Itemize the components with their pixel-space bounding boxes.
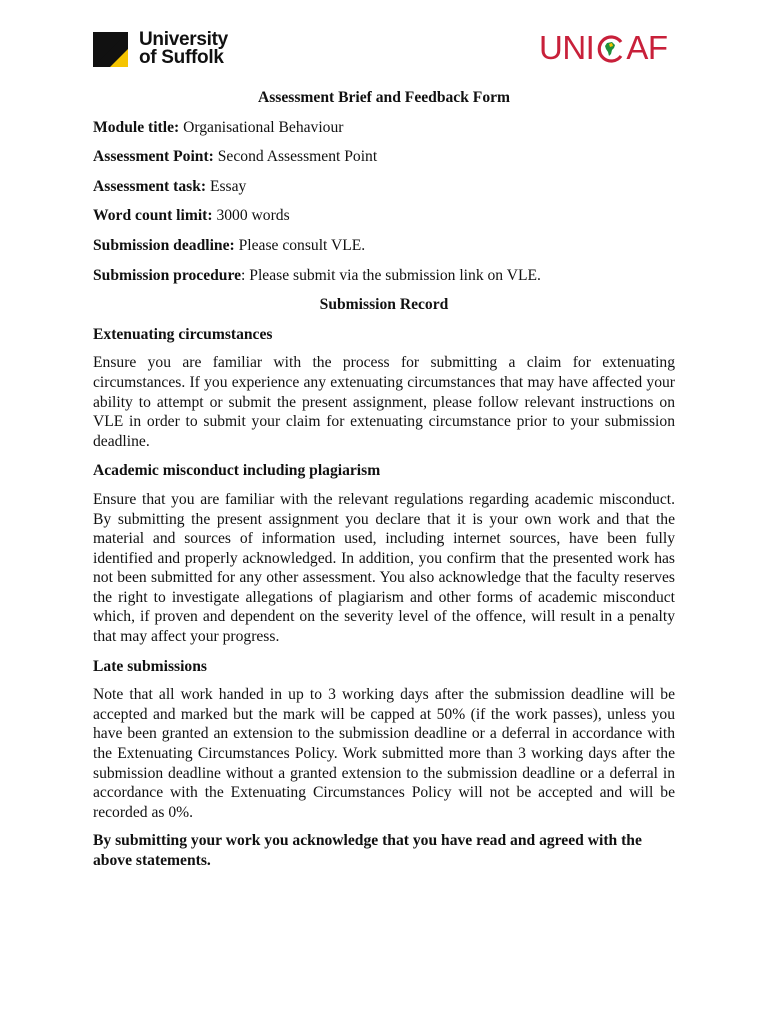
unicaf-logo [539, 28, 668, 68]
section-body-extenuating: Ensure you are familiar with the process for submitting a claim for extenuating circumstances. If you experience any extenuating circumstances that may have affected your ability to attempt or submit the present assignment, please follow relevant instructions on VLE in order to submit your claim for extenuating circumstance prior to your submission deadline. [93, 354, 675, 450]
field-label: Word count limit: [93, 207, 213, 225]
unicaf-logo-prefix: UNI [539, 29, 595, 66]
field-assessment-point [93, 147, 675, 167]
acknowledgement-statement: By submitting your work you acknowledge that you have read and agreed with the above statements. [93, 832, 642, 869]
section-body-misconduct: Ensure that you are familiar with the relevant regulations regarding academic misconduct. By submitting the present assignment you declare that it is your own work and that the material and sources of information used, including internet sources, have been fully identified and properly acknowledged. In addition, you confirm that the presented work has not been submitted for any other assessment. You also acknowledge that the faculty reserves the right to investigate allegations of plagiarism and other forms of academic misconduct which, if proven and dependent on the severity level of the offence, will result in a penalty that may affect your progress. [93, 490, 675, 646]
field-value: Organisational Behaviour [179, 118, 344, 136]
field-value: Essay [206, 177, 247, 195]
section-heading-late-submissions: Late submissions [93, 657, 207, 675]
field-label: Submission deadline: [93, 236, 235, 254]
section-heading-extenuating: Extenuating circumstances [93, 325, 273, 343]
university-of-suffolk-logo [93, 31, 228, 67]
submission-record-heading: Submission Record [319, 296, 449, 314]
field-label: Module title: [93, 118, 180, 136]
unicaf-logo-suffix: AF [626, 29, 668, 66]
field-value: : Please submit via the submission link on VLE. [241, 266, 541, 284]
suffolk-logo-mark-icon [93, 32, 128, 67]
field-submission-procedure [93, 266, 675, 286]
field-assessment-task [93, 177, 675, 197]
section-body-late-submissions: Note that all work handed in up to 3 working days after the submission deadline will be accepted and marked but the mark will be capped at 50% (if the work passes), unless you have been granted an extension to the submission deadline or a deferral in accordance with the Extenuating Circumstances Policy. Work submitted more than 3 working days after the submission deadline without a granted extension to the submission deadline or a deferral in accordance with the Extenuating Circumstances Policy will not be accepted and will be recorded as 0%. [93, 686, 675, 821]
field-module-title [93, 118, 675, 138]
field-label: Assessment Point: [93, 148, 214, 166]
field-submission-deadline [93, 236, 675, 256]
field-value: Second Assessment Point [213, 148, 378, 166]
suffolk-logo-line2: of Suffolk [139, 47, 224, 68]
field-label: Assessment task: [93, 177, 207, 195]
section-heading-misconduct: Academic misconduct including plagiarism [93, 462, 381, 480]
field-label: Submission procedure [93, 266, 242, 284]
field-word-count-limit [93, 206, 675, 226]
unicaf-logo-text [539, 28, 668, 68]
field-value: Please consult VLE. [234, 236, 366, 254]
assessment-brief-content [93, 84, 675, 871]
field-value: 3000 words [212, 207, 290, 225]
suffolk-logo-line1: University [139, 29, 228, 50]
africa-globe-icon [595, 33, 625, 63]
suffolk-logo-text [139, 31, 228, 67]
form-title: Assessment Brief and Feedback Form [257, 89, 511, 106]
